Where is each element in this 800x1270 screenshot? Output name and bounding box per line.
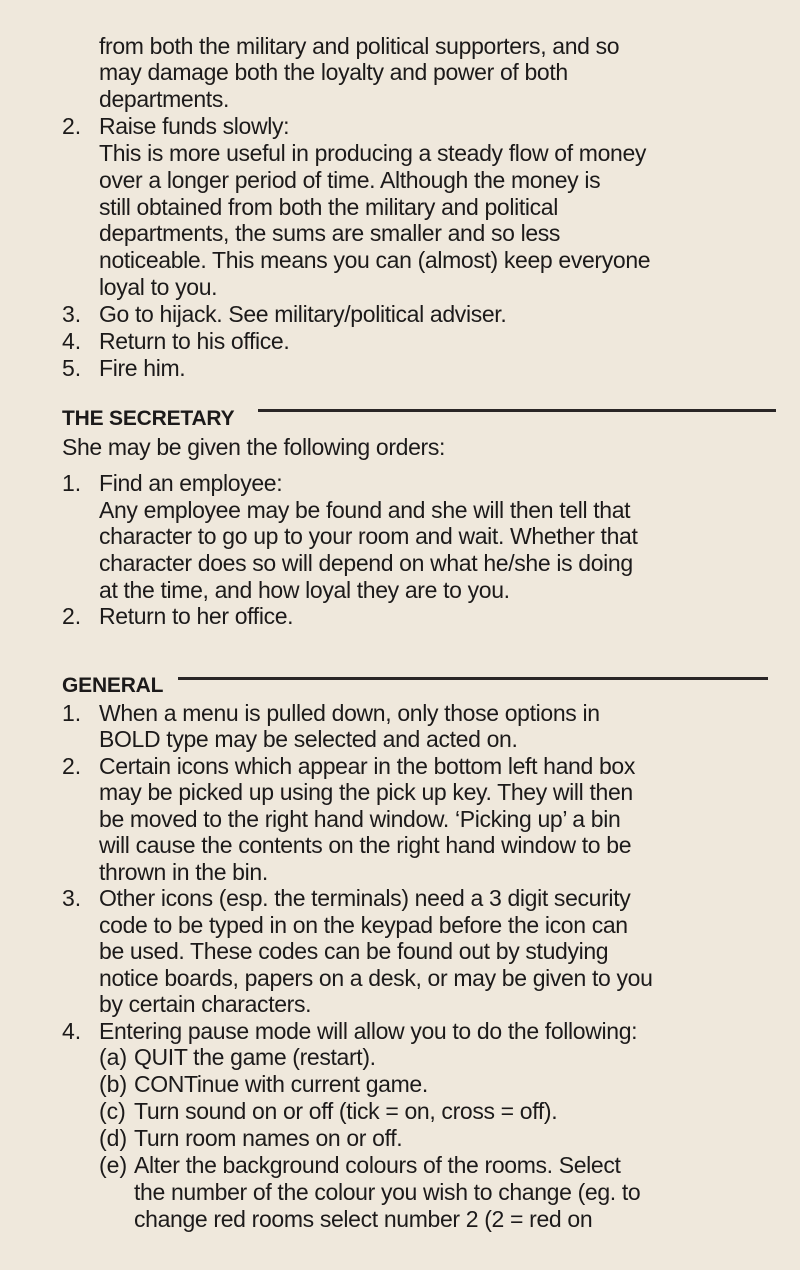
text-line: Turn room names on or off. xyxy=(134,1125,403,1151)
text-line: Fire him. xyxy=(99,355,186,381)
list-number: 3. xyxy=(62,885,82,911)
list-number: 1. xyxy=(62,700,82,726)
text-line: Find an employee: xyxy=(99,470,283,496)
list-number: 3. xyxy=(62,301,82,327)
section-intro: She may be given the following orders: xyxy=(62,434,446,460)
text-line: BOLD type may be selected and acted on. xyxy=(99,726,518,752)
text-line: over a longer period of time. Although the money is xyxy=(99,167,601,193)
text-line: Turn sound on or off (tick = on, cross = off). xyxy=(134,1098,558,1124)
list-number: 2. xyxy=(62,113,82,139)
list-number: 4. xyxy=(62,328,82,354)
text-line: Return to her office. xyxy=(99,603,294,629)
section-heading-secretary: THE SECRETARY xyxy=(62,407,235,430)
list-number: 2. xyxy=(62,753,82,779)
heading-rule xyxy=(178,677,768,680)
list-number: 1. xyxy=(62,470,82,496)
text-line: Other icons (esp. the terminals) need a 3 digit security xyxy=(99,885,631,911)
text-line: by certain characters. xyxy=(99,991,312,1017)
section-heading-general: GENERAL xyxy=(62,674,164,697)
text-line: code to be typed in on the keypad before the icon can xyxy=(99,912,628,938)
text-line: will cause the contents on the right hand window to be xyxy=(99,832,632,858)
list-number: 4. xyxy=(62,1018,82,1044)
text-line: may be picked up using the pick up key. They will then xyxy=(99,779,633,805)
option-label: (a) xyxy=(99,1044,128,1070)
text-line: Certain icons which appear in the bottom left hand box xyxy=(99,753,635,779)
text-line: This is more useful in producing a steady flow of money xyxy=(99,140,647,166)
text-line: Entering pause mode will allow you to do the following: xyxy=(99,1018,638,1044)
text-line: noticeable. This means you can (almost) keep everyone xyxy=(99,247,651,273)
text-line: Any employee may be found and she will then tell that xyxy=(99,497,631,523)
option-label: (c) xyxy=(99,1098,126,1124)
text-line: at the time, and how loyal they are to you. xyxy=(99,577,510,603)
text-line: Return to his office. xyxy=(99,328,290,354)
option-label: (d) xyxy=(99,1125,128,1151)
text-line: notice boards, papers on a desk, or may be given to you xyxy=(99,965,653,991)
text-line: from both the military and political supporters, and so xyxy=(99,33,620,59)
heading-rule xyxy=(258,409,776,412)
text-line: character does so will depend on what he/she is doing xyxy=(99,550,633,576)
text-line: Alter the background colours of the rooms. Select xyxy=(134,1152,621,1178)
text-line: When a menu is pulled down, only those options in xyxy=(99,700,600,726)
text-line: change red rooms select number 2 (2 = red on xyxy=(134,1206,593,1232)
text-line: CONTinue with current game. xyxy=(134,1071,428,1097)
text-line: departments, the sums are smaller and so less xyxy=(99,220,561,246)
list-number: 2. xyxy=(62,603,82,629)
text-line: Go to hijack. See military/political adviser. xyxy=(99,301,507,327)
text-line: may damage both the loyalty and power of both xyxy=(99,59,568,85)
text-line: the number of the colour you wish to change (eg. to xyxy=(134,1179,641,1205)
option-label: (e) xyxy=(99,1152,128,1178)
option-label: (b) xyxy=(99,1071,128,1097)
text-line: departments. xyxy=(99,86,230,112)
text-line: still obtained from both the military and political xyxy=(99,194,558,220)
text-line: QUIT the game (restart). xyxy=(134,1044,376,1070)
text-line: Raise funds slowly: xyxy=(99,113,290,139)
list-number: 5. xyxy=(62,355,82,381)
text-line: be moved to the right hand window. ‘Picking up’ a bin xyxy=(99,806,621,832)
text-line: thrown in the bin. xyxy=(99,859,268,885)
text-line: character to go up to your room and wait. Whether that xyxy=(99,523,638,549)
text-line: be used. These codes can be found out by studying xyxy=(99,938,609,964)
text-line: loyal to you. xyxy=(99,274,218,300)
